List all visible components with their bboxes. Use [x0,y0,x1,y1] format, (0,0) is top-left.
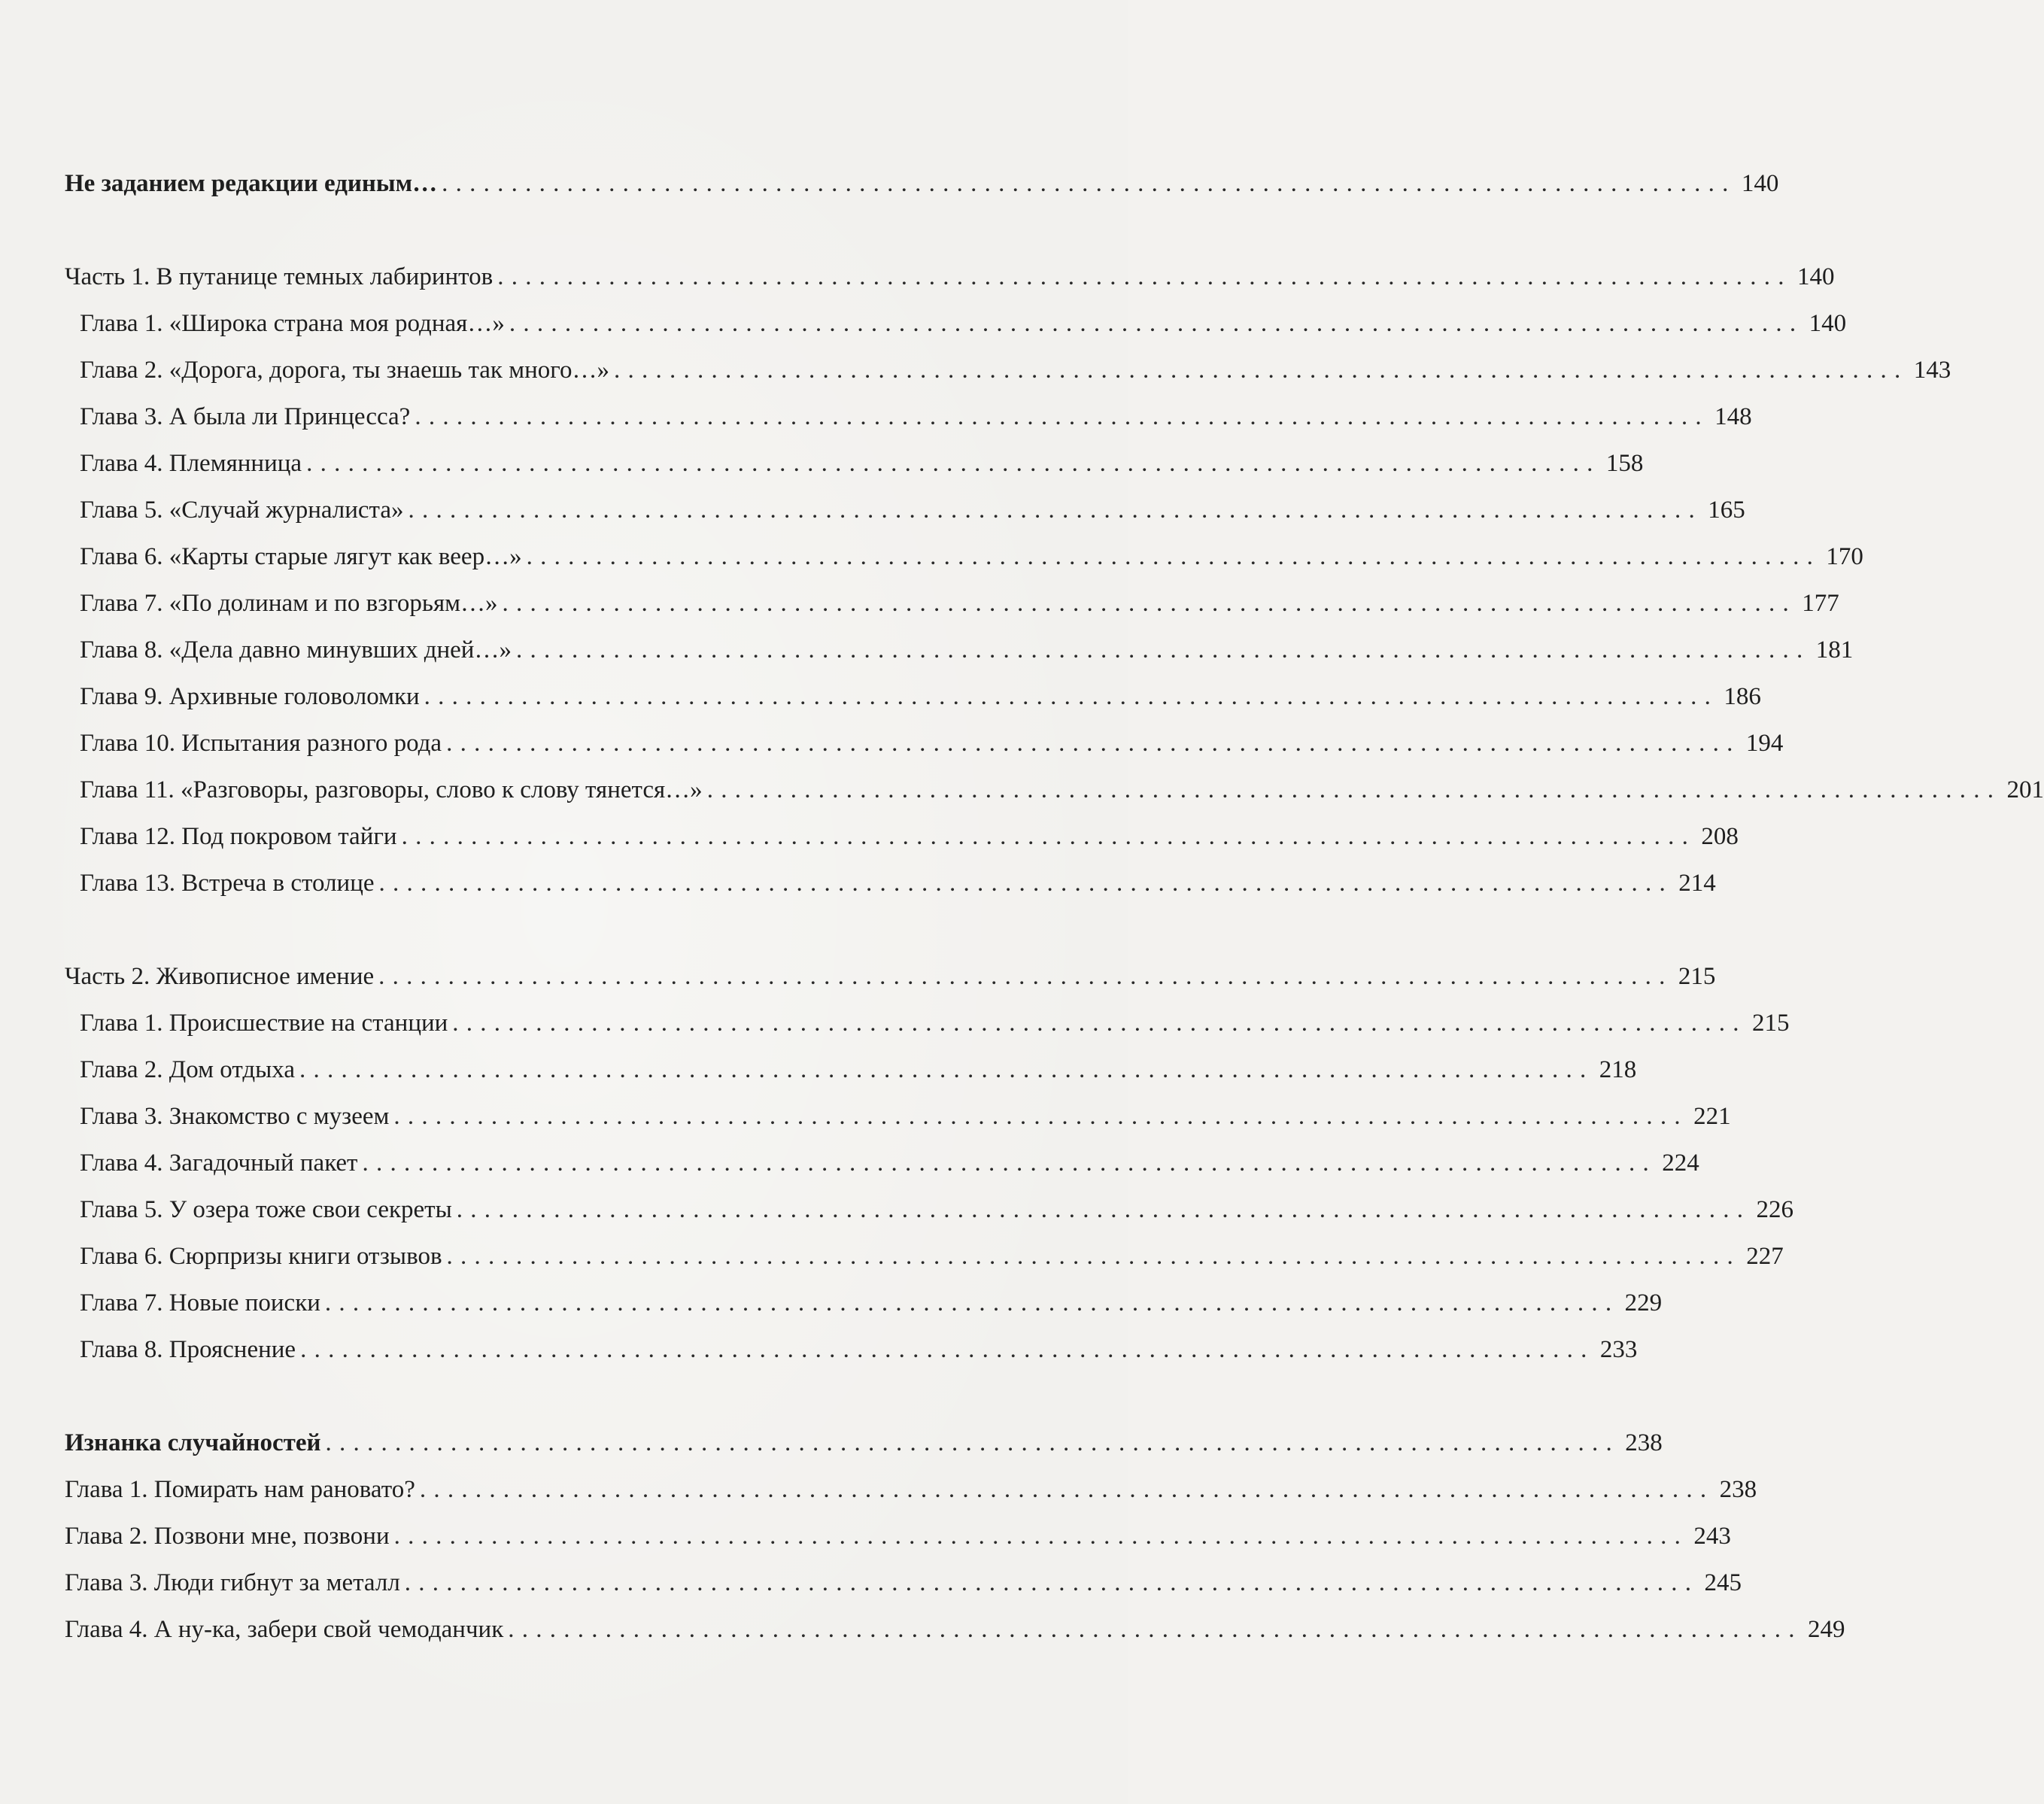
dot-leader: . . . . . . . . . . . . . . . . . . . . . . . . . . . . . . . . . . . . . . . . . . . . . . . . . . . . . . . . . . . . . . . . . . . . . . . . . . . . . . . . . . . . . . . . . . . . . [404,1569,1693,1596]
toc-page-number: 208 [1701,823,1739,850]
toc-page-number: 221 [1693,1103,1731,1130]
toc-entry-title: Глава 4. А ну-ка, забери свой чемоданчик [65,1616,504,1643]
toc-entry-title: Не заданием редакции единым… [65,170,438,197]
dot-leader: . . . . . . . . . . . . . . . . . . . . . . . . . . . . . . . . . . . . . . . . . . . . . . . . . . . . . . . . . . . . . . . . . . . . . . . . . . . . . . . . . . . . . . . . . . . . . [306,450,1594,477]
dot-leader: . . . . . . . . . . . . . . . . . . . . . . . . . . . . . . . . . . . . . . . . . . . . . . . . . . . . . . . . . . . . . . . . . . . . . . . . . . . . . . . . . . . . . . . . . . . . . [362,1150,1650,1177]
dot-leader: . . . . . . . . . . . . . . . . . . . . . . . . . . . . . . . . . . . . . . . . . . . . . . . . . . . . . . . . . . . . . . . . . . . . . . . . . . . . . . . . . . . . . . . . . . . . . [706,776,1994,803]
dot-leader: . . . . . . . . . . . . . . . . . . . . . . . . . . . . . . . . . . . . . . . . . . . . . . . . . . . . . . . . . . . . . . . . . . . . . . . . . . . . . . . . . . . . . . . . . . . . . [526,543,1814,570]
toc-chapter-entry [80,494,1745,527]
toc-chapter-entry [80,1007,1790,1040]
toc-chapter-entry [80,447,1644,480]
toc-chapter-entry [80,820,1739,853]
toc-chapter-entry [80,587,1839,620]
dot-leader: . . . . . . . . . . . . . . . . . . . . . . . . . . . . . . . . . . . . . . . . . . . . . . . . . . . . . . . . . . . . . . . . . . . . . . . . . . . . . . . . . . . . . . . . . . . . . [446,730,1734,757]
toc-page-number: 218 [1599,1056,1637,1083]
toc-chapter-entry [80,633,1854,667]
dot-leader: . . . . . . . . . . . . . . . . . . . . . . . . . . . . . . . . . . . . . . . . . . . . . . . . . . . . . . . . . . . . . . . . . . . . . . . . . . . . . . . . . . . . . . . . . . . . . [446,1243,1734,1270]
toc-chapter-entry [80,540,1863,573]
toc-page-number: 224 [1662,1150,1699,1177]
toc-entry-title: Глава 6. Сюрпризы книги отзывов [80,1243,442,1270]
toc-entry-title: Глава 2. Позвони мне, позвони [65,1523,390,1550]
toc-entry-title: Глава 3. Люди гибнут за металл [65,1569,400,1596]
dot-leader: . . . . . . . . . . . . . . . . . . . . . . . . . . . . . . . . . . . . . . . . . . . . . . . . . . . . . . . . . . . . . . . . . . . . . . . . . . . . . . . . . . . . . . . . . . . . . [452,1010,1740,1037]
dot-leader: . . . . . . . . . . . . . . . . . . . . . . . . . . . . . . . . . . . . . . . . . . . . . . . . . . . . . . . . . . . . . . . . . . . . . . . . . . . . . . . . . . . . . . . . . . . . . [424,683,1711,710]
dot-leader: . . . . . . . . . . . . . . . . . . . . . . . . . . . . . . . . . . . . . . . . . . . . . . . . . . . . . . . . . . . . . . . . . . . . . . . . . . . . . . . . . . . . . . . . . . . . . [299,1056,1587,1083]
toc-entry-title: Глава 4. Загадочный пакет [80,1150,358,1177]
toc-page-number: 215 [1752,1010,1790,1037]
toc-page-number: 227 [1746,1243,1784,1270]
toc-entry-title: Глава 7. «По долинам и по взгорьям…» [80,590,498,617]
toc-chapter-entry [65,1520,1731,1553]
toc-page-number: 165 [1708,497,1745,524]
toc-chapter-entry [80,727,1784,760]
toc-chapter-entry [80,1100,1731,1133]
dot-leader: . . . . . . . . . . . . . . . . . . . . . . . . . . . . . . . . . . . . . . . . . . . . . . . . . . . . . . . . . . . . . . . . . . . . . . . . . . . . . . . . . . . . . . . . . . . . . [419,1476,1708,1503]
toc-entry-title: Глава 6. «Карты старые лягут как веер…» [80,543,522,570]
toc-part-entry [65,960,1716,993]
toc-entry-title: Глава 5. «Случай журналиста» [80,497,404,524]
dot-leader: . . . . . . . . . . . . . . . . . . . . . . . . . . . . . . . . . . . . . . . . . . . . . . . . . . . . . . . . . . . . . . . . . . . . . . . . . . . . . . . . . . . . . . . . . . . . . [393,1523,1681,1550]
toc-page-number: 226 [1756,1196,1794,1223]
toc-section-heading [65,1426,1663,1459]
toc-entry-title: Глава 2. Дом отдыха [80,1056,295,1083]
toc-entry-title: Глава 11. «Разговоры, разговоры, слово к слову тянется…» [80,776,703,803]
toc-entry-title: Глава 13. Встреча в столице [80,870,375,897]
toc-page-number: 215 [1678,963,1716,990]
toc-chapter-entry [80,773,2044,806]
toc-chapter-entry [80,1193,1794,1226]
toc-entry-title: Глава 1. «Широка страна моя родная…» [80,310,505,337]
dot-leader: . . . . . . . . . . . . . . . . . . . . . . . . . . . . . . . . . . . . . . . . . . . . . . . . . . . . . . . . . . . . . . . . . . . . . . . . . . . . . . . . . . . . . . . . . . . . . [325,1429,1613,1456]
toc-section-heading [65,167,1779,200]
dot-leader: . . . . . . . . . . . . . . . . . . . . . . . . . . . . . . . . . . . . . . . . . . . . . . . . . . . . . . . . . . . . . . . . . . . . . . . . . . . . . . . . . . . . . . . . . . . . . [401,823,1689,850]
toc-entry-title: Глава 3. А была ли Принцесса? [80,403,411,430]
toc-page-number: 243 [1693,1523,1731,1550]
toc-entry-title: Глава 5. У озера тоже свои секреты [80,1196,452,1223]
toc-page-number: 140 [1796,263,1835,290]
toc-page-number: 186 [1724,683,1761,710]
dot-leader: . . . . . . . . . . . . . . . . . . . . . . . . . . . . . . . . . . . . . . . . . . . . . . . . . . . . . . . . . . . . . . . . . . . . . . . . . . . . . . . . . . . . . . . . . . . . . [378,963,1666,990]
toc-page-number: 245 [1704,1569,1742,1596]
toc-entry-title: Глава 8. Прояснение [80,1336,296,1363]
dot-leader: . . . . . . . . . . . . . . . . . . . . . . . . . . . . . . . . . . . . . . . . . . . . . . . . . . . . . . . . . . . . . . . . . . . . . . . . . . . . . . . . . . . . . . . . . . . . . [515,636,1804,664]
toc-chapter-entry [80,1333,1638,1366]
toc-entry-title: Глава 3. Знакомство с музеем [80,1103,390,1130]
toc-entry-title: Глава 8. «Дела давно минувших дней…» [80,636,512,664]
dot-leader: . . . . . . . . . . . . . . . . . . . . . . . . . . . . . . . . . . . . . . . . . . . . . . . . . . . . . . . . . . . . . . . . . . . . . . . . . . . . . . . . . . . . . . . . . . . . . [393,1103,1681,1130]
toc-chapter-entry [80,680,1761,713]
toc-chapter-entry [80,307,1847,340]
toc-entry-title: Глава 2. «Дорога, дорога, ты знаешь так много…» [80,357,609,384]
toc-page-number: 201 [2006,776,2044,803]
toc-chapter-entry [80,1053,1637,1086]
toc-page-number: 214 [1678,870,1716,897]
toc-part-entry [65,260,1835,293]
dot-leader: . . . . . . . . . . . . . . . . . . . . . . . . . . . . . . . . . . . . . . . . . . . . . . . . . . . . . . . . . . . . . . . . . . . . . . . . . . . . . . . . . . . . . . . . . . . . . [509,310,1797,337]
toc-entry-title: Часть 2. Живописное имение [65,963,375,990]
toc-chapter-entry [80,354,1951,387]
toc-chapter-entry [80,867,1716,900]
toc-entry-title: Глава 1. Помирать нам рановато? [65,1476,415,1503]
dot-leader: . . . . . . . . . . . . . . . . . . . . . . . . . . . . . . . . . . . . . . . . . . . . . . . . . . . . . . . . . . . . . . . . . . . . . . . . . . . . . . . . . . . . . . . . . . . . . [408,497,1696,524]
toc-page-number: 249 [1808,1616,1845,1643]
toc-page-number: 177 [1802,590,1839,617]
toc-entry-title: Глава 9. Архивные головоломки [80,683,420,710]
toc-page-number: 158 [1605,450,1644,477]
dot-leader: . . . . . . . . . . . . . . . . . . . . . . . . . . . . . . . . . . . . . . . . . . . . . . . . . . . . . . . . . . . . . . . . . . . . . . . . . . . . . . . . . . . . . . . . . . . . . [300,1336,1588,1363]
toc-chapter-entry [65,1613,1845,1646]
toc-page-number: 238 [1719,1476,1757,1503]
toc-page-number: 143 [1913,357,1951,384]
toc-entry-title: Глава 4. Племянница [80,450,302,477]
toc-entry-title: Глава 7. Новые поиски [80,1289,320,1317]
dot-leader: . . . . . . . . . . . . . . . . . . . . . . . . . . . . . . . . . . . . . . . . . . . . . . . . . . . . . . . . . . . . . . . . . . . . . . . . . . . . . . . . . . . . . . . . . . . . . [456,1196,1745,1223]
toc-page-number: 181 [1815,636,1854,664]
dot-leader: . . . . . . . . . . . . . . . . . . . . . . . . . . . . . . . . . . . . . . . . . . . . . . . . . . . . . . . . . . . . . . . . . . . . . . . . . . . . . . . . . . . . . . . . . . . . . [508,1616,1796,1643]
dot-leader: . . . . . . . . . . . . . . . . . . . . . . . . . . . . . . . . . . . . . . . . . . . . . . . . . . . . . . . . . . . . . . . . . . . . . . . . . . . . . . . . . . . . . . . . . . . . . [497,263,1785,290]
toc-chapter-entry [80,1146,1699,1180]
dot-leader: . . . . . . . . . . . . . . . . . . . . . . . . . . . . . . . . . . . . . . . . . . . . . . . . . . . . . . . . . . . . . . . . . . . . . . . . . . . . . . . . . . . . . . . . . . . . . [442,170,1730,197]
dot-leader: . . . . . . . . . . . . . . . . . . . . . . . . . . . . . . . . . . . . . . . . . . . . . . . . . . . . . . . . . . . . . . . . . . . . . . . . . . . . . . . . . . . . . . . . . . . . . [502,590,1790,617]
toc-entry-title: Глава 12. Под покровом тайги [80,823,397,850]
toc-entry-title: Изнанка случайностей [65,1429,321,1456]
toc-page-number: 238 [1625,1429,1663,1456]
toc-page-number: 229 [1624,1289,1663,1317]
toc-page-number: 140 [1809,310,1847,337]
toc-page-number: 194 [1745,730,1784,757]
dot-leader: . . . . . . . . . . . . . . . . . . . . . . . . . . . . . . . . . . . . . . . . . . . . . . . . . . . . . . . . . . . . . . . . . . . . . . . . . . . . . . . . . . . . . . . . . . . . . [415,403,1702,430]
dot-leader: . . . . . . . . . . . . . . . . . . . . . . . . . . . . . . . . . . . . . . . . . . . . . . . . . . . . . . . . . . . . . . . . . . . . . . . . . . . . . . . . . . . . . . . . . . . . . [378,870,1666,897]
toc-entry-title: Часть 1. В путанице темных лабиринтов [65,263,494,290]
toc-page-number: 233 [1599,1336,1638,1363]
toc-chapter-entry [65,1473,1757,1506]
toc-page-number: 170 [1826,543,1863,570]
toc-entry-title: Глава 10. Испытания разного рода [80,730,442,757]
toc-page-number: 148 [1714,403,1752,430]
dot-leader: . . . . . . . . . . . . . . . . . . . . . . . . . . . . . . . . . . . . . . . . . . . . . . . . . . . . . . . . . . . . . . . . . . . . . . . . . . . . . . . . . . . . . . . . . . . . . [324,1289,1613,1317]
dot-leader: . . . . . . . . . . . . . . . . . . . . . . . . . . . . . . . . . . . . . . . . . . . . . . . . . . . . . . . . . . . . . . . . . . . . . . . . . . . . . . . . . . . . . . . . . . . . . [613,357,1902,384]
toc-chapter-entry [80,1286,1663,1320]
toc-entry-title: Глава 1. Происшествие на станции [80,1010,448,1037]
toc-chapter-entry [65,1566,1742,1599]
toc-page-number: 140 [1741,170,1779,197]
toc-chapter-entry [80,400,1752,433]
toc-chapter-entry [80,1240,1784,1273]
